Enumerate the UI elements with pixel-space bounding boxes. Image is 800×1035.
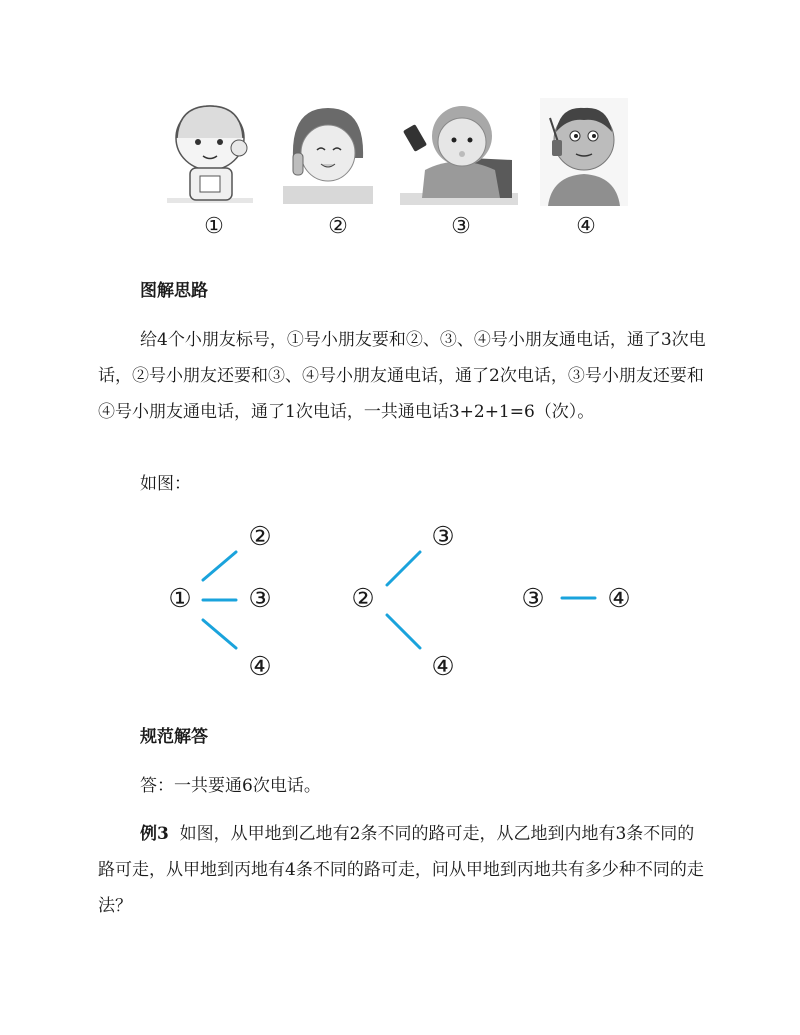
child-illustration-2 [283,98,373,206]
section-heading-thinking: 图解思路 [140,281,208,301]
node-2-from: ② [351,584,375,614]
thinking-paragraph: 给4个小朋友标号，①号小朋友要和②、③、④号小朋友通电话，通了3次电话，②号小朋友还要和③、④号小朋友通电话，通了2次电话，③号小朋友还要和④号小朋友通电话，通了1次电话，一共通电话3+2+1=6（次）。 [98,330,706,422]
node-3: ③ [431,522,455,552]
figure-label-2: ② [328,214,348,239]
node-3: ③ [248,584,272,614]
node-4: ④ [248,652,272,682]
child-illustration-4 [540,98,628,206]
example-3 [98,816,708,924]
answer-text: 答：一共要通6次电话。 [140,776,321,796]
section-heading-answer: 规范解答 [140,727,208,747]
figure-label-3: ③ [451,214,471,239]
figure-label-1: ① [204,214,224,239]
node-2: ② [248,522,272,552]
edge-2-4 [387,615,420,648]
example-text: 如图，从甲地到乙地有2条不同的路可走，从乙地到内地有3条不同的路可走，从甲地到丙地有4条不同的路可走，问从甲地到丙地共有多少种不同的走法？ [98,824,704,916]
node-4: ④ [607,584,631,614]
edge-2-3 [387,552,420,585]
child-illustration-3 [400,98,518,206]
as-shown-label: 如图： [140,474,191,494]
edge-1-2 [203,552,236,580]
figure-label-4: ④ [576,214,596,239]
call-diagram [0,510,800,700]
example-label: 例3 [140,824,169,844]
child-illustration-1 [165,98,255,206]
edge-1-4 [203,620,236,648]
node-3-from: ③ [521,584,545,614]
node-4: ④ [431,652,455,682]
node-1-from: ① [168,584,192,614]
